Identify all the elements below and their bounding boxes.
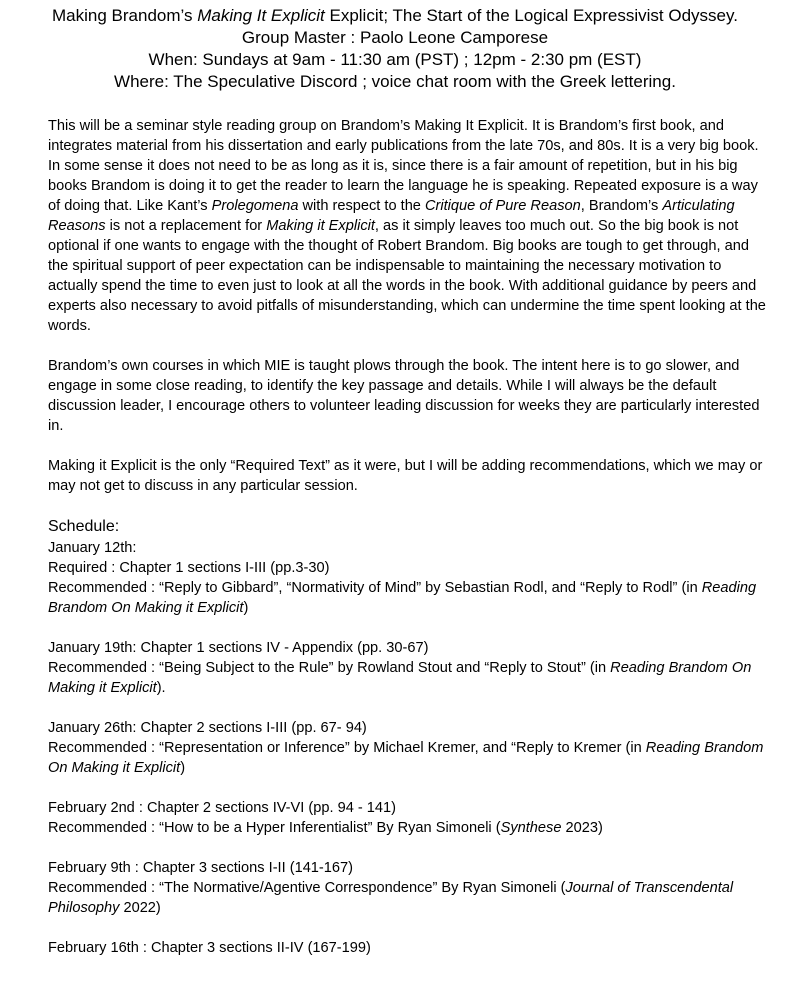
schedule-entry-feb2: [48, 798, 768, 838]
entry-reading: January 19th: Chapter 1 sections IV - Appendix (pp. 30-67): [48, 640, 429, 656]
document-body: [48, 116, 768, 978]
intro-paragraph-2: Brandom’s own courses in which MIE is taught plows through the book. The intent here is to go slower, and engage in some close reading, to identify the key passage and details. While I will always be the default discussion leader, I encourage others to volunteer leading discussion for weeks they are particularly interested in.: [48, 358, 760, 434]
entry-reading: February 9th : Chapter 3 sections I-II (141-167): [48, 860, 353, 876]
entry-recommended: Recommended : “How to be a Hyper Inferentialist” By Ryan Simoneli (Synthese 2023): [48, 820, 603, 836]
entry-recommended: Recommended : “Reply to Gibbard”, “Normativity of Mind” by Sebastian Rodl, and “Reply to Rodl” (in Reading Brandom On Making it Explicit): [48, 580, 757, 616]
schedule-entry-jan12: [48, 538, 768, 618]
entry-recommended: Recommended : “Representation or Inference” by Michael Kremer, and “Reply to Kremer (in Reading Brandom On Making it Explicit): [48, 740, 764, 776]
entry-reading: February 2nd : Chapter 2 sections IV-VI (pp. 94 - 141): [48, 800, 396, 816]
intro-paragraph-1: This will be a seminar style reading group on Brandom’s Making It Explicit. It is Brandom’s first book, and integrates material from his dissertation and early publications from the late 70s, and 80s. It is a very big book. In some sense it does not need to be as long as it is, since there is a fair amount of repetition, but in his big books Brandom is doing it to get the reader to learn the language he is speaking. Repeated exposure is a way of doing that. Like Kant’s Prolegomena with respect to the Critique of Pure Reason, Brandom’s Articulating Reasons is not a replacement for Making it Explicit, as it simply leaves too much out. So the big book is not optional if one wants to engage with the thought of Robert Brandom. Big books are tough to get through, and the spiritual support of peer expectation can be indispensable to maintaining the necessary motivation to actually spend the time to even just to look at all the words in the book. With additional guidance by peers and experts also necessary to avoid pitfalls of misunderstanding, which can undermine the time spent looking at the words.: [48, 118, 766, 334]
when-line: When: Sundays at 9am - 11:30 am (PST) ; 12pm - 2:30 pm (EST): [148, 50, 642, 69]
schedule-heading: Schedule:: [48, 518, 120, 535]
schedule-entry-jan19: [48, 638, 768, 698]
entry-reading: February 16th : Chapter 3 sections II-IV (167-199): [48, 940, 371, 956]
schedule-entry-jan26: [48, 718, 768, 778]
entry-required: Required : Chapter 1 sections I-III (pp.3-30): [48, 560, 330, 576]
group-master-line: Group Master : Paolo Leone Camporese: [241, 28, 549, 47]
document-title: Making Brandom’s Making It Explicit Explicit; The Start of the Logical Expressivist Odyssey.: [52, 6, 738, 25]
entry-reading: January 26th: Chapter 2 sections I-III (pp. 67- 94): [48, 720, 367, 736]
schedule-entry-feb16: [48, 938, 768, 958]
where-line: Where: The Speculative Discord ; voice chat room with the Greek lettering.: [114, 72, 676, 91]
entry-recommended: Recommended : “Being Subject to the Rule” by Rowland Stout and “Reply to Stout” (in Reading Brandom On Making it Explicit).: [48, 660, 752, 696]
entry-recommended: Recommended : “The Normative/Agentive Correspondence” By Ryan Simoneli (Journal of Transcendental Philosophy 2022): [48, 880, 734, 916]
schedule-entry-feb9: [48, 858, 768, 918]
entry-date: January 12th:: [48, 540, 137, 556]
document-header: [0, 5, 790, 93]
intro-paragraph-3: Making it Explicit is the only “Required Text” as it were, but I will be adding recommendations, which we may or may not get to discuss in any particular session.: [48, 458, 763, 494]
